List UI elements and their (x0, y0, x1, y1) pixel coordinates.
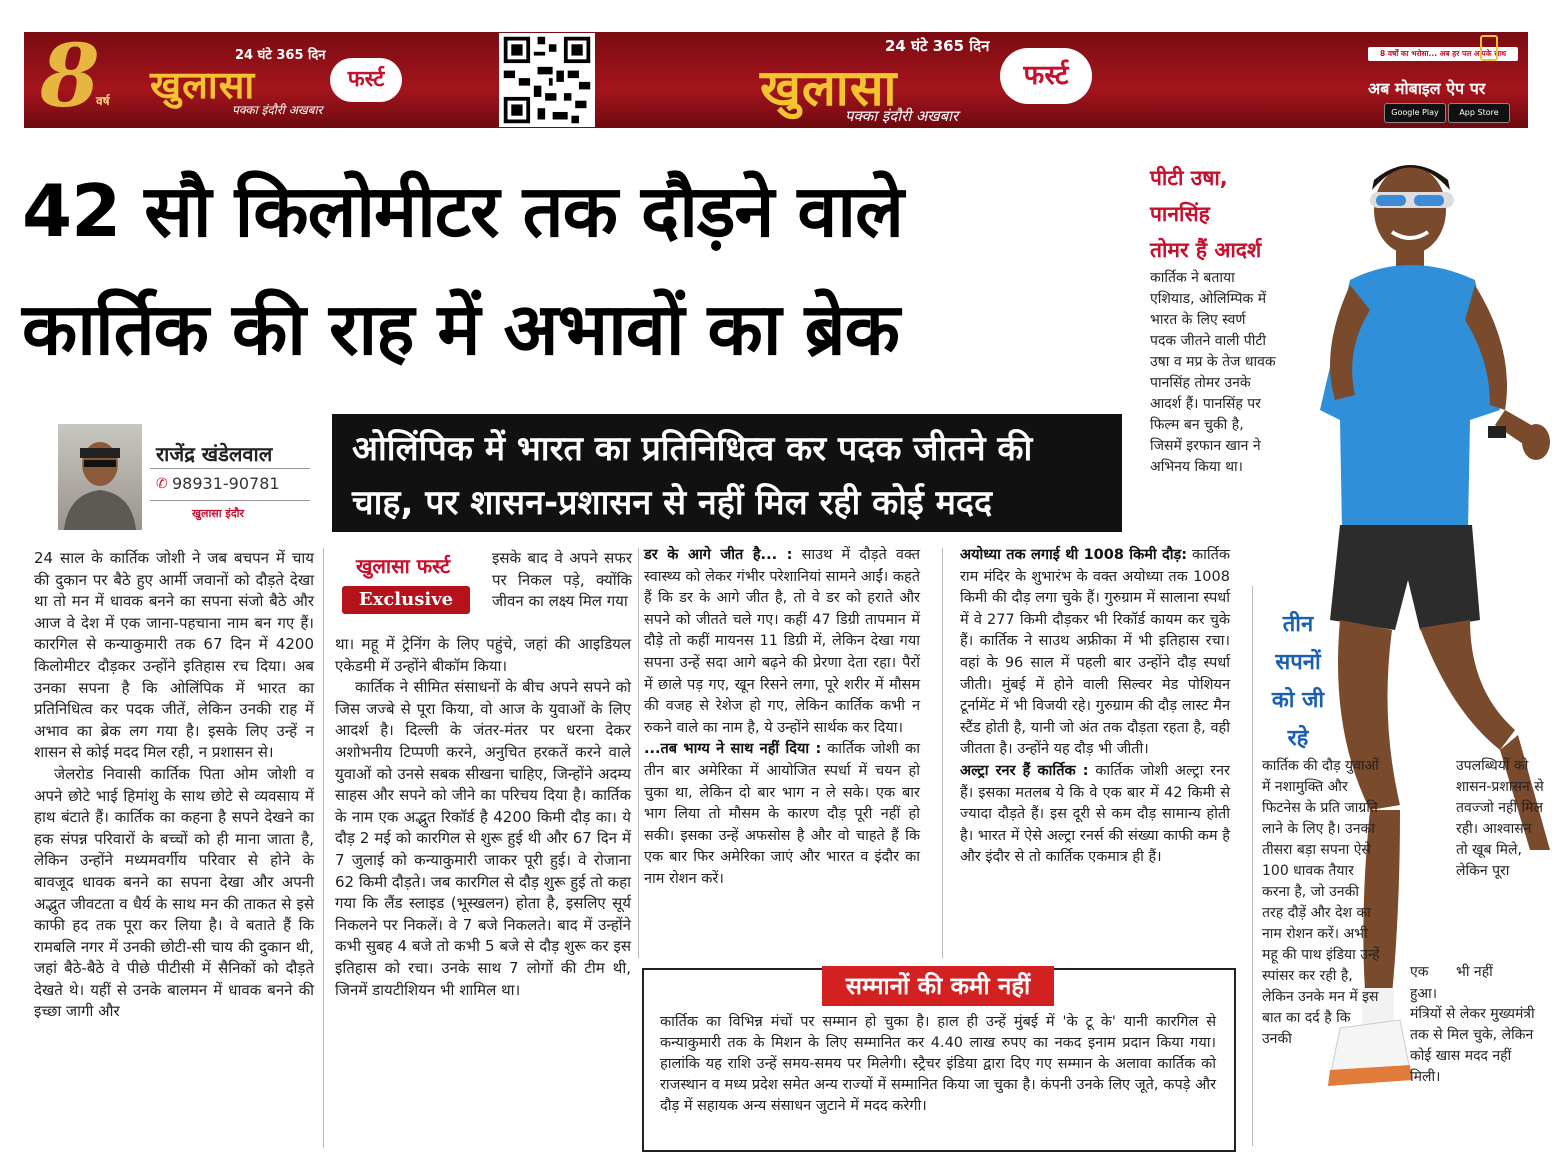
three-dreams-text-mid-b: भी नहीं (1456, 964, 1493, 980)
three-dreams-heading-line-3: को जी (1271, 688, 1325, 713)
brand-left-sub: पक्का इंदौरी अखबार (232, 103, 323, 117)
column3-paragraph-1: साउथ में दौड़ते वक्त स्वास्थ्य को लेकर गंभीर परेशानियां सामने आईं। कहते हैं कि डर के आगे जीत है, तो वे डर को हराते और सपने को जीतते चले गए। कहीं 47 डिग्री तापमान में दौड़े तो कहीं मायनस 11 डिग्री में, लेकिन देखा गया सपना उन्हें सदा आगे बढ़ने की प्रेरणा देता रहा। पैरों में छाले पड़ गए, खून रिसने लगा, पूरे शरीर में मौसम की वजह से रेशेज हो गए, लेकिन कार्तिक कभी न रुकने वाले का नाम है, ये उन्होंने सार्थक कर दिया। (644, 547, 920, 736)
exclusive-badge (334, 552, 484, 624)
author-photo (58, 424, 142, 530)
exclusive-logo: खुलासा फर्स्ट (356, 554, 451, 578)
article-column-1 (34, 548, 314, 1023)
app-promo (1362, 33, 1528, 128)
brand-center-sub: पक्का इंदौरी अखबार (845, 107, 959, 125)
brand-left-tagline: 24 घंटे 365 दिन (235, 48, 326, 63)
anniversary-number: 8 (40, 26, 100, 127)
headline-line-2: कार्तिक की राह में अभावों का ब्रेक (22, 287, 899, 371)
three-dreams-heading (1258, 606, 1338, 758)
author-place: खुलासा इंदौर (192, 507, 245, 520)
sidebar-text: कार्तिक ने बताया एशियाड, ओलिम्पिक में भारत के लिए स्वर्ण पदक जीतने वाली पीटी उषा व मप्र के तेज धावक पानसिंह तोमर उनके आदर्श हैं। पानसिंह पर फिल्म बन चुकी है, जिसमें इरफान खान ने अभिनय किया था। (1150, 270, 1276, 475)
subheadline-line-1: ओलिंपिक में भारत का प्रतिनिधित्व कर पदक जीतने की (352, 429, 1033, 469)
subheadline-line-2: चाह, पर शासन-प्रशासन से नहीं मिल रही कोई मदद (352, 483, 993, 523)
column2-paragraph-1: था। महू में ट्रेनिंग के लिए पहुंचे, जहां की आइडियल एकेडमी में उन्होंने बीकॉम किया। (335, 635, 631, 675)
column-divider (323, 548, 324, 1148)
column-divider (1252, 586, 1253, 1146)
article-column-3 (644, 545, 920, 891)
app-store-button[interactable]: App Store (1448, 103, 1510, 123)
author-name: राजेंद्र खंडेलवाल (156, 442, 273, 466)
subheadline-banner (332, 414, 1122, 532)
three-dreams-heading-line-2: सपनों (1275, 650, 1321, 675)
brand-center-name: खुलासा (760, 59, 898, 117)
app-promo-text: अब मोबाइल ऐप पर (1368, 79, 1486, 98)
brand-center-first: फर्स्ट (1000, 48, 1092, 104)
three-dreams-text: कार्तिक की दौड़ युवाओं में नशामुक्ति और फिटनेस के प्रति जाग्रति लाने के लिए है। उनका तीसरा बड़ा सपना ऐसे 100 धावक तैयार करना है, जो उनकी तरह दौड़ें और देश का नाम रोशन करें। अभी महू की पाथ इंडिया उन्हें स्पांसर कर रही है, लेकिन उनके मन में इस बात का दर्द है कि उनकी (1262, 758, 1380, 1047)
column-divider (638, 548, 639, 958)
article-column-2 (335, 634, 631, 1001)
headline-line-1: 42 सौ किलोमीटर तक दौड़ने वाले (22, 169, 903, 253)
column4-subhead-2: अल्ट्रा रनर हैं कार्तिक : (960, 762, 1089, 779)
honours-text: कार्तिक का विभिन्न मंचों पर सम्मान हो चुका है। हाल ही उन्हें मुंबई में 'के टू के' यानी कारगिल से कन्याकुमारी तक के मिशन के लिए सम्मानित कर 4.40 लाख रुपए का नकद इनाम प्रदान किया गया। हालांकि यह राशि उन्हें समय-समय पर मिलेगी। स्ट्रैचर इंडिया द्वारा दिए गए सम्मान के अलावा कार्तिक को राजस्थान व मध्य प्रदेश समेत अन्य राज्यों में सम्मानित किया जा चुका है। कंपनी उनके लिए जूते, कपड़े और दौड़ में सहायक अन्य संसाधन जुटाने में मदद करेगी। (660, 1014, 1216, 1114)
author-phone: 98931-90781 (172, 474, 280, 493)
sidebar-heading (1150, 160, 1300, 268)
google-play-button[interactable]: Google Play (1384, 103, 1446, 123)
column3-paragraph-2: कार्तिक जोशी का तीन बार अमेरिका में आयोजित स्पर्धा में चयन हो चुका था, लेकिन दो बार भाग न ले सके। एक बार भाग लिया तो मौसम के कारण दौड़ पूरी नहीं हो सकी। इसका उन्हें अफसोस है और वो चाहते हैं कि एक बार फिर अमेरिका जाएं और भारत व इंदौर का नाम रोशन करें। (644, 741, 920, 887)
article-column-4 (960, 545, 1230, 869)
column3-subhead-2: ...तब भाग्य ने साथ नहीं दिया : (644, 741, 822, 758)
three-dreams-text-mid-c: हुआ। (1410, 986, 1438, 1002)
brand-center-tagline: 24 घंटे 365 दिन (885, 37, 990, 55)
anniversary-label: वर्ष (96, 94, 110, 108)
sidebar-heading-line-2: पानसिंह (1150, 202, 1210, 226)
author-divider (150, 468, 310, 469)
three-dreams-text-bottom: मंत्रियों से लेकर मुख्यमंत्री तक से मिल चुके, लेकिन कोई खास मदद नहीं मिली। (1410, 1006, 1535, 1085)
column2-paragraph-2: कार्तिक ने सीमित संसाधनों के बीच अपने सपने को जिस जज्बे से पूरा किया, वो आज के युवाओं के लिए आदर्श है। दिल्ली के जंतर-मंतर पर धरना देकर अशोभनीय टिप्पणी करने, अनुचित हरकतें करने वाले युवाओं को उनसे सबक सीखना चाहिए, जिन्होंने अदम्य साहस और सपने को जीने का परिचय दिया है। कार्तिक के नाम एक अद्भुत रिकॉर्ड है 4200 किमी दौड़ का। ये दौड़ 2 मई को कारगिल से शुरू हुई थी और 67 दिन में 7 जुलाई को कन्याकुमारी जाकर पूरी हुई। वे रोजाना 62 किमी दौड़ते। जब कारगिल से दौड़ शुरू हुई तो कहा गया कि लैंड स्लाइड (भूस्खलन) होता है, इसलिए सूर्य निकलने पर निकलें। वे 7 बजे निकलते। बाद में उन्होंने कभी सुबह 4 बजे तो कभी 5 बजे से दौड़ शुरू कर इस इतिहास को रचा। उनके साथ 7 लोगों की टीम थी, जिनमें डायटीशियन भी शामिल था। (335, 678, 631, 999)
app-promo-strip: 8 वर्षों का भरोसा... अब हर पल आपके साथ (1368, 47, 1518, 61)
three-dreams-heading-line-1: तीन (1282, 612, 1314, 637)
column1-paragraph-2: जेलरोड निवासी कार्तिक पिता ओम जोशी व अपने छोटे भाई हिमांशु के साथ छोटे से व्यवसाय में हाथ बंटाते हैं। कार्तिक का कहना है सपने देखने का हक संपन्न परिवारों के बच्चों को ही माना जाता है, लेकिन उन्होंने मध्यमवर्गीय परिवार से होने के बावजूद धावक बनने का सपना देखा और अपनी अद्भुत जीवटता व धैर्य के साथ मन की ताकत से इसे काफी हद तक पूरा कर लिया है। वे बताते हैं कि रामबलि नगर में उनकी छोटी-सी चाय की दुकान थी, जहां बैठे-बैठे वे पीछे पीटीसी में सैनिकों को दौड़ते देखते थे। यहीं से उनके बालमन में धावक बनने की इच्छा जागी और (34, 764, 314, 1021)
article-column-2-intro: इसके बाद वे अपने सफर पर निकल पड़े, क्योंकि जीवन का लक्ष्य मिल गया (492, 549, 632, 611)
column3-subhead-1: डर के आगे जीत है... : (644, 547, 793, 563)
brand-left-name: खुलासा (150, 63, 256, 107)
three-dreams-text-mid-a: एक (1410, 964, 1429, 980)
author-divider (150, 500, 310, 501)
sidebar-heading-line-3: तोमर हैं आदर्श (1150, 238, 1262, 262)
column1-paragraph-1: 24 साल के कार्तिक जोशी ने जब बचपन में चाय की दुकान पर बैठे हुए आर्मी जवानों को दौड़ते देखा था तो मन में धावक बनने का सपना संजो बैठे और आज वे देश में एक जाना-पहचाना नाम बन गए हैं। कारगिल से कन्याकुमारी तक 67 दिन में 4200 किलोमीटर दौड़कर उन्होंने इतिहास रच दिया। अब उनका सपना है कि ओलिंपिक में भारत का प्रतिनिधित्व कर पदक जीतें, लेकिन उनकी राह में अभाव का ब्रेक लग गया है। इसके लिए उन्हें न शासन से कोई मदद मिल रही, न प्रशासन से। (34, 549, 314, 762)
column4-paragraph-2: कार्तिक जोशी अल्ट्रा रनर हैं। इसका मतलब ये कि वे एक बार में 42 किमी से ज्यादा दौड़ते हैं। इस दूरी से कम दौड़ सामान्य होती है। भारत में ऐसे अल्ट्रा रनर्स की संख्या काफी कम है और इंदौर से तो कार्तिक एकमात्र ही हैं। (960, 762, 1230, 866)
phone-icon: ✆ (156, 476, 168, 492)
column4-paragraph-1: कार्तिक राम मंदिर के शुभारंभ के वक्त अयोध्या तक 1008 किमी की दौड़ लगा चुके हैं। गुरुग्राम में सालाना स्पर्धा में वे 277 किमी दौड़कर भी रिकॉर्ड कायम कर चुके हैं। कार्तिक ने साउथ अफ्रीका में भी इतिहास रचा। वहां के 96 साल में पहली बार उन्होंने दौड़ स्पर्धा जीती। मुंबई में होने वाली सिल्वर मेड पोशियन टूर्नामेंट में भी विजयी रहे। गुरुग्राम की दौड़ लास्ट मैन स्टैंड होती है, यानी जो अंत तक दौड़ता रहता है, वही जीतता है। उन्होंने यह दौड़ भी जीती। (960, 547, 1230, 758)
column-divider (942, 548, 943, 958)
anniversary-badge (34, 26, 134, 130)
honours-title: सम्मानों की कमी नहीं (822, 966, 1054, 1006)
three-dreams-text-right: उपलब्धियों को शासन-प्रशासन से तवज्जो नहीं मिल रही। आश्वासन तो खूब मिले, लेकिन पूरा (1456, 758, 1544, 879)
exclusive-ribbon: Exclusive (342, 586, 470, 614)
qr-code-icon (499, 33, 595, 127)
phone-icon (1480, 35, 1498, 61)
column4-subhead-1: अयोध्या तक लगाई थी 1008 किमी दौड़: (960, 547, 1188, 563)
three-dreams-heading-line-4: रहे (1287, 726, 1309, 751)
sidebar-heading-line-1: पीटी उषा, (1150, 166, 1228, 190)
brand-left-first: फर्स्ट (330, 58, 402, 102)
